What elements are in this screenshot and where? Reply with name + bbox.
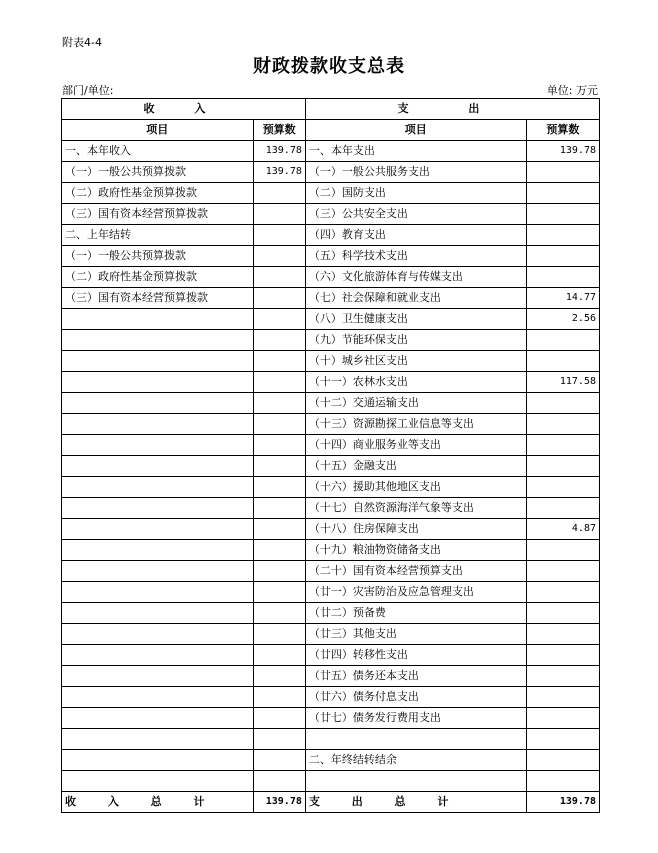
expense-budget-cell xyxy=(526,162,599,183)
income-item-cell xyxy=(62,372,254,393)
expense-budget-cell xyxy=(526,645,599,666)
expense-item-cell: （廿三）其他支出 xyxy=(305,624,526,645)
expense-item-cell: （十七）自然资源海洋气象等支出 xyxy=(305,498,526,519)
income-budget-cell xyxy=(253,351,305,372)
income-budget-cell: 139.78 xyxy=(253,141,305,162)
expense-budget-cell xyxy=(526,582,599,603)
expense-budget-cell xyxy=(526,246,599,267)
expense-budget-cell xyxy=(526,498,599,519)
income-budget-cell xyxy=(253,204,305,225)
table-row xyxy=(62,141,600,162)
income-total-label: 收 入 总 计 xyxy=(62,792,254,813)
table-row xyxy=(62,435,600,456)
income-budget-cell xyxy=(253,330,305,351)
expense-budget-cell: 117.58 xyxy=(526,372,599,393)
income-budget-cell xyxy=(253,540,305,561)
expense-item-cell: （六）文化旅游体育与传媒支出 xyxy=(305,267,526,288)
table-row xyxy=(62,162,600,183)
table-row xyxy=(62,498,600,519)
expense-item-cell: （十六）援助其他地区支出 xyxy=(305,477,526,498)
expense-item-cell: （廿六）债务付息支出 xyxy=(305,687,526,708)
income-item-cell xyxy=(62,561,254,582)
table-row xyxy=(62,582,600,603)
expense-item-cell: （三）公共安全支出 xyxy=(305,204,526,225)
totals-row xyxy=(62,792,600,813)
expense-budget-cell: 14.77 xyxy=(526,288,599,309)
table-row xyxy=(62,204,600,225)
table-row xyxy=(62,225,600,246)
table-row xyxy=(62,372,600,393)
department-label: 部门/单位: xyxy=(62,84,114,97)
income-item-cell xyxy=(62,582,254,603)
table-row xyxy=(62,603,600,624)
expense-item-cell: （九）节能环保支出 xyxy=(305,330,526,351)
table-row xyxy=(62,540,600,561)
income-budget-cell xyxy=(253,225,305,246)
expense-item-cell: 一、本年支出 xyxy=(305,141,526,162)
income-item-cell: （三）国有资本经营预算拨款 xyxy=(62,288,254,309)
income-item-header: 项目 xyxy=(62,120,254,141)
income-budget-cell xyxy=(253,708,305,729)
unit-label: 单位: 万元 xyxy=(546,84,598,97)
expense-item-cell: （十二）交通运输支出 xyxy=(305,393,526,414)
expense-item-cell: （五）科学技术支出 xyxy=(305,246,526,267)
income-item-cell xyxy=(62,498,254,519)
expense-budget-cell xyxy=(526,456,599,477)
expense-item-cell: （十一）农林水支出 xyxy=(305,372,526,393)
table-row xyxy=(62,288,600,309)
expense-budget-cell xyxy=(526,414,599,435)
table-row xyxy=(62,414,600,435)
income-item-cell xyxy=(62,435,254,456)
expense-item-cell: （十）城乡社区支出 xyxy=(305,351,526,372)
table-row xyxy=(62,750,600,771)
income-budget-cell xyxy=(253,729,305,750)
table-row xyxy=(62,456,600,477)
expense-budget-cell xyxy=(526,435,599,456)
expense-section-header: 支 出 xyxy=(305,99,599,120)
expense-total-value: 139.78 xyxy=(526,792,599,813)
table-row xyxy=(62,729,600,750)
table-row xyxy=(62,519,600,540)
expense-budget-cell xyxy=(526,393,599,414)
income-budget-cell xyxy=(253,645,305,666)
table-row xyxy=(62,477,600,498)
expense-item-cell xyxy=(305,771,526,792)
table-row xyxy=(62,393,600,414)
expense-item-cell: （八）卫生健康支出 xyxy=(305,309,526,330)
expense-budget-cell: 4.87 xyxy=(526,519,599,540)
expense-budget-cell xyxy=(526,267,599,288)
expense-item-cell xyxy=(305,729,526,750)
expense-item-cell: （一）一般公共服务支出 xyxy=(305,162,526,183)
income-item-cell: （二）政府性基金预算拨款 xyxy=(62,183,254,204)
income-item-cell: 一、本年收入 xyxy=(62,141,254,162)
expense-budget-cell: 139.78 xyxy=(526,141,599,162)
expense-item-cell: （廿二）预备费 xyxy=(305,603,526,624)
income-item-cell: 二、上年结转 xyxy=(62,225,254,246)
income-budget-cell xyxy=(253,582,305,603)
income-budget-cell xyxy=(253,561,305,582)
income-budget-cell xyxy=(253,435,305,456)
income-budget-cell xyxy=(253,477,305,498)
expense-item-cell: （七）社会保障和就业支出 xyxy=(305,288,526,309)
income-item-cell xyxy=(62,708,254,729)
income-budget-header: 预算数 xyxy=(253,120,305,141)
table-row xyxy=(62,561,600,582)
table-row xyxy=(62,309,600,330)
income-budget-cell xyxy=(253,519,305,540)
income-item-cell xyxy=(62,540,254,561)
expense-budget-cell xyxy=(526,624,599,645)
expense-budget-cell xyxy=(526,351,599,372)
income-item-cell xyxy=(62,645,254,666)
income-item-cell xyxy=(62,666,254,687)
expense-item-cell: （二十）国有资本经营预算支出 xyxy=(305,561,526,582)
expense-budget-cell: 2.56 xyxy=(526,309,599,330)
expense-budget-cell xyxy=(526,687,599,708)
expense-budget-cell xyxy=(526,708,599,729)
income-item-cell xyxy=(62,393,254,414)
table-row xyxy=(62,330,600,351)
income-budget-cell xyxy=(253,603,305,624)
income-item-cell: （一）一般公共预算拨款 xyxy=(62,246,254,267)
expense-budget-cell xyxy=(526,477,599,498)
expense-item-header: 项目 xyxy=(305,120,526,141)
expense-item-cell: （廿七）债务发行费用支出 xyxy=(305,708,526,729)
table-row xyxy=(62,666,600,687)
expense-item-cell: （廿一）灾害防治及应急管理支出 xyxy=(305,582,526,603)
income-item-cell xyxy=(62,351,254,372)
table-row xyxy=(62,267,600,288)
income-item-cell xyxy=(62,771,254,792)
income-item-cell xyxy=(62,414,254,435)
income-budget-cell xyxy=(253,309,305,330)
table-row xyxy=(62,645,600,666)
income-budget-cell xyxy=(253,456,305,477)
expense-item-cell: （十三）资源勘探工业信息等支出 xyxy=(305,414,526,435)
income-budget-cell xyxy=(253,771,305,792)
table-row xyxy=(62,687,600,708)
income-budget-cell xyxy=(253,687,305,708)
expense-item-cell: （廿四）转移性支出 xyxy=(305,645,526,666)
income-item-cell xyxy=(62,330,254,351)
table-row xyxy=(62,708,600,729)
income-section-header: 收 入 xyxy=(62,99,306,120)
expense-item-cell: （十五）金融支出 xyxy=(305,456,526,477)
expense-budget-cell xyxy=(526,204,599,225)
income-budget-cell xyxy=(253,372,305,393)
income-budget-cell xyxy=(253,666,305,687)
table-row xyxy=(62,246,600,267)
income-item-cell xyxy=(62,603,254,624)
income-budget-cell xyxy=(253,246,305,267)
income-item-cell: （一）一般公共预算拨款 xyxy=(62,162,254,183)
expense-budget-cell xyxy=(526,225,599,246)
table-row xyxy=(62,624,600,645)
income-item-cell xyxy=(62,456,254,477)
expense-item-cell: 二、年终结转结余 xyxy=(305,750,526,771)
income-item-cell: （三）国有资本经营预算拨款 xyxy=(62,204,254,225)
income-budget-cell xyxy=(253,267,305,288)
expense-budget-cell xyxy=(526,729,599,750)
income-item-cell xyxy=(62,750,254,771)
expense-item-cell: （四）教育支出 xyxy=(305,225,526,246)
expense-budget-cell xyxy=(526,330,599,351)
income-item-cell xyxy=(62,477,254,498)
income-budget-cell xyxy=(253,288,305,309)
income-budget-cell: 139.78 xyxy=(253,162,305,183)
expense-total-label: 支 出 总 计 xyxy=(305,792,526,813)
income-item-cell xyxy=(62,729,254,750)
budget-table xyxy=(61,98,600,813)
income-item-cell xyxy=(62,624,254,645)
expense-budget-cell xyxy=(526,666,599,687)
page-title: 财政拨款收支总表 xyxy=(253,56,405,77)
expense-budget-cell xyxy=(526,750,599,771)
section-header-row xyxy=(62,99,600,120)
income-budget-cell xyxy=(253,498,305,519)
expense-budget-cell xyxy=(526,183,599,204)
expense-budget-cell xyxy=(526,603,599,624)
income-budget-cell xyxy=(253,183,305,204)
income-item-cell xyxy=(62,519,254,540)
income-budget-cell xyxy=(253,393,305,414)
table-body xyxy=(62,141,600,792)
column-header-row xyxy=(62,120,600,141)
expense-budget-header: 预算数 xyxy=(526,120,599,141)
income-budget-cell xyxy=(253,414,305,435)
income-item-cell xyxy=(62,687,254,708)
income-budget-cell xyxy=(253,624,305,645)
expense-item-cell: （十四）商业服务业等支出 xyxy=(305,435,526,456)
expense-item-cell: （十八）住房保障支出 xyxy=(305,519,526,540)
income-item-cell xyxy=(62,309,254,330)
table-row xyxy=(62,771,600,792)
income-total-value: 139.78 xyxy=(253,792,305,813)
expense-budget-cell xyxy=(526,771,599,792)
expense-item-cell: （二）国防支出 xyxy=(305,183,526,204)
expense-budget-cell xyxy=(526,561,599,582)
expense-budget-cell xyxy=(526,540,599,561)
table-row xyxy=(62,351,600,372)
income-item-cell: （二）政府性基金预算拨款 xyxy=(62,267,254,288)
table-row xyxy=(62,183,600,204)
expense-item-cell: （廿五）债务还本支出 xyxy=(305,666,526,687)
expense-item-cell: （十九）粮油物资储备支出 xyxy=(305,540,526,561)
annex-label: 附表4-4 xyxy=(62,36,102,49)
income-budget-cell xyxy=(253,750,305,771)
